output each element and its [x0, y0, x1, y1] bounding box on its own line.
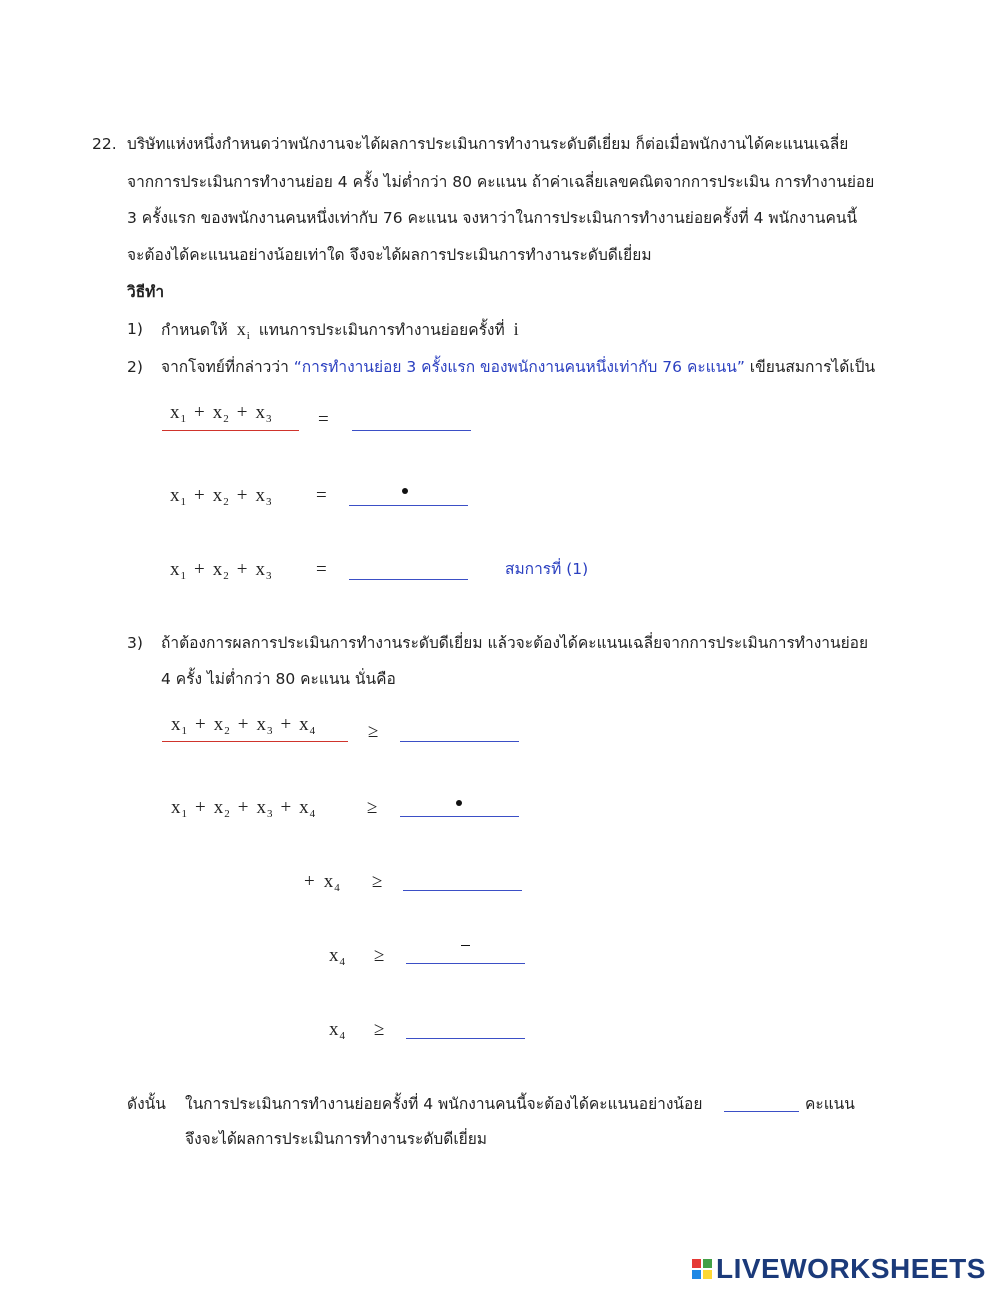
- fraction-bar: [162, 430, 299, 431]
- minus-sign: [461, 945, 470, 946]
- step2-quote: “การทำงานย่อย 3 ครั้งแรก ของพนักงานคนหนึ่งเท่ากับ 76 คะแนน”: [293, 358, 745, 376]
- step-number: 1): [127, 320, 143, 338]
- x4-term: $x_4$: [329, 1019, 345, 1042]
- problem-line: 3 ครั้งแรก ของพนักงานคนหนึ่งเท่ากับ 76 คะแนน จงหาว่าในการประเมินการทำงานย่อยครั้งที่ 4 พนักงานคนนี้: [127, 209, 858, 227]
- problem-number: 22.: [92, 135, 117, 153]
- step-number: 3): [127, 634, 143, 652]
- answer-blank[interactable]: [403, 890, 522, 891]
- sum-expression: $x_1 + x_2 + x_3 + x_4$: [171, 714, 316, 737]
- multiply-dot: [402, 488, 408, 494]
- fraction-bar: [162, 741, 348, 742]
- logo-square: [703, 1270, 712, 1279]
- logo-square: [692, 1259, 701, 1268]
- conclusion-unit: คะแนน: [805, 1095, 855, 1113]
- answer-blank[interactable]: [352, 430, 471, 431]
- step2-text: จากโจทย์ที่กล่าวว่า “การทำงานย่อย 3 ครั้งแรก ของพนักงานคนหนึ่งเท่ากับ 76 คะแนน” เขียนสมการได้เป็น: [161, 358, 876, 376]
- step-number: 2): [127, 358, 143, 376]
- logo-square: [703, 1259, 712, 1268]
- sum-expression: $x_1 + x_2 + x_3$: [170, 402, 272, 425]
- problem-line: จากการประเมินการทำงานย่อย 4 ครั้ง ไม่ต่ำกว่า 80 คะแนน ถ้าค่าเฉลี่ยเลขคณิตจากการประเมิน การทำงานย่อย: [127, 173, 875, 191]
- step3-line: 4 ครั้ง ไม่ต่ำกว่า 80 คะแนน นั่นคือ: [161, 670, 396, 688]
- ge-sign: ≥: [374, 945, 385, 966]
- ge-sign: ≥: [367, 797, 378, 818]
- equation-label: สมการที่ (1): [505, 560, 589, 578]
- conclusion-line: จึงจะได้ผลการประเมินการทำงานระดับดีเยี่ยม: [185, 1130, 488, 1148]
- logo-mark-icon: [692, 1259, 712, 1279]
- answer-blank[interactable]: [349, 579, 468, 580]
- final-answer-blank[interactable]: [724, 1111, 799, 1112]
- answer-blank[interactable]: [400, 741, 519, 742]
- logo-square: [692, 1270, 701, 1279]
- answer-blank[interactable]: [406, 963, 525, 964]
- x4-term: + $x_4$: [304, 871, 340, 894]
- ge-sign: ≥: [372, 871, 383, 892]
- sum-expression: $x_1 + x_2 + x_3$: [170, 559, 272, 582]
- step3-line: ถ้าต้องการผลการประเมินการทำงานระดับดีเยี่ยม แล้วจะต้องได้คะแนนเฉลี่ยจากการประเมินการทำงานย่อย: [161, 634, 869, 652]
- logo-text: LIVEWORKSHEETS: [716, 1253, 986, 1284]
- ge-sign: ≥: [374, 1019, 385, 1040]
- sum-expression: $x_1 + x_2 + x_3 + x_4$: [171, 797, 316, 820]
- ge-sign: ≥: [368, 721, 379, 742]
- equals-sign: =: [316, 485, 327, 506]
- sum-expression: $x_1 + x_2 + x_3$: [170, 485, 272, 508]
- answer-blank[interactable]: [349, 505, 468, 506]
- equals-sign: =: [318, 409, 329, 430]
- liveworksheets-logo: [692, 1254, 986, 1284]
- x4-term: $x_4$: [329, 945, 345, 968]
- solution-label: วิธีทำ: [127, 283, 165, 301]
- answer-blank[interactable]: [400, 816, 519, 817]
- conclusion-line: ในการประเมินการทำงานย่อยครั้งที่ 4 พนักงานคนนี้จะต้องได้คะแนนอย่างน้อย: [185, 1095, 703, 1113]
- problem-line: จะต้องได้คะแนนอย่างน้อยเท่าใด จึงจะได้ผลการประเมินการทำงานระดับดีเยี่ยม: [127, 246, 652, 264]
- conclusion-label: ดังนั้น: [127, 1095, 166, 1113]
- equals-sign: =: [316, 559, 327, 580]
- step1-text: กำหนดให้ $x_i$ แทนการประเมินการทำงานย่อยครั้งที่ i: [161, 319, 519, 342]
- answer-blank[interactable]: [406, 1038, 525, 1039]
- multiply-dot: [456, 800, 462, 806]
- problem-line: บริษัทแห่งหนึ่งกำหนดว่าพนักงานจะได้ผลการประเมินการทำงานระดับดีเยี่ยม ก็ต่อเมื่อพนักงานได้คะแนนเฉลี่ย: [127, 135, 849, 153]
